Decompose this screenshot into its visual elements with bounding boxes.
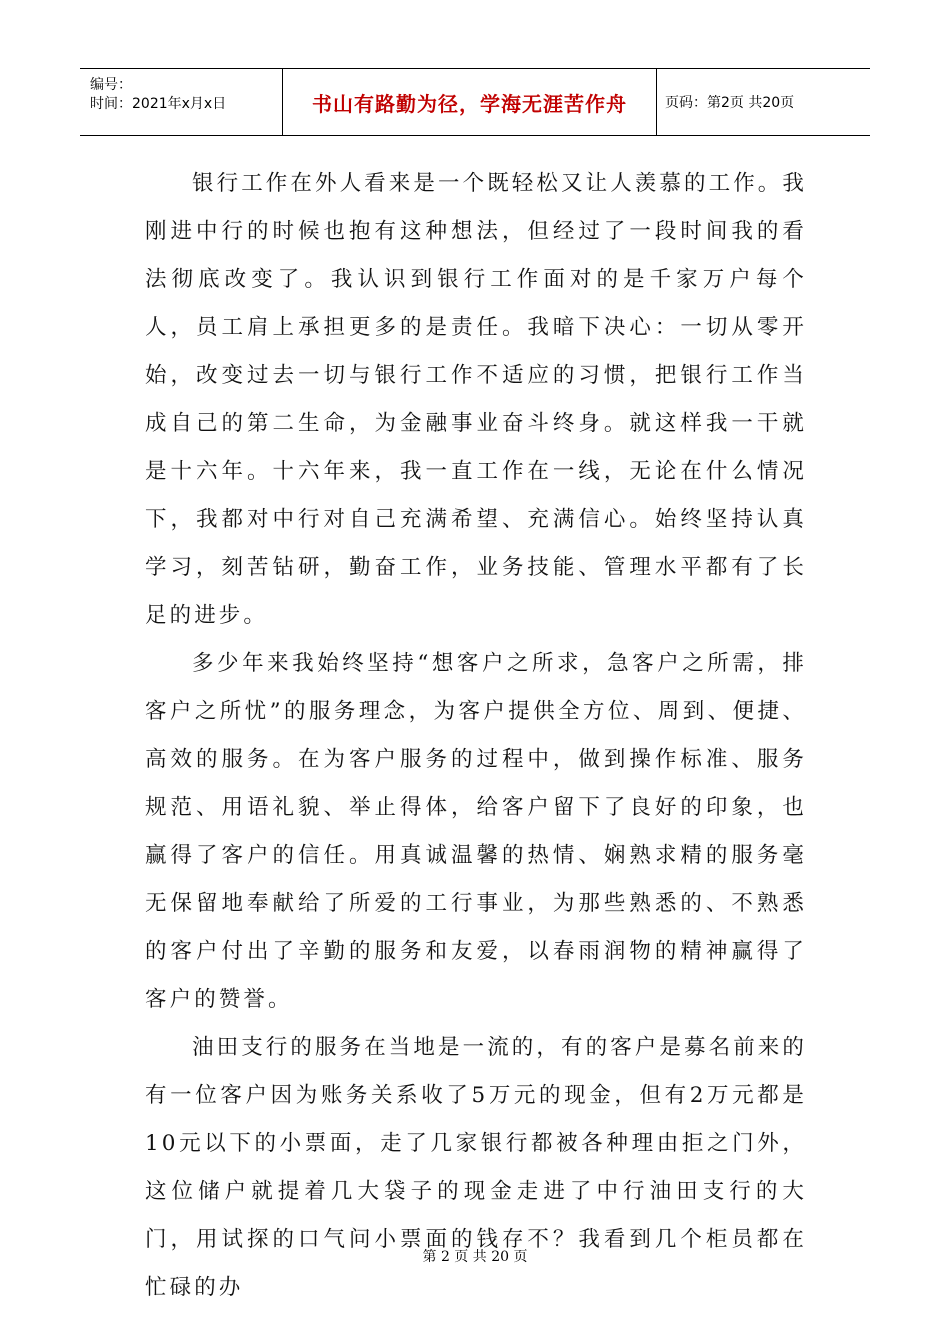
header-page-info: 页码：第2页 共20页 xyxy=(665,95,795,111)
page-header xyxy=(80,68,870,136)
header-meta xyxy=(90,76,226,114)
body-paragraph: 银行工作在外人看来是一个既轻松又让人羡慕的工作。我刚进中行的时候也抱有这种想法，但经过了一段时间我的看法彻底改变了。我认识到银行工作面对的是千家万户每个人，员工肩上承担更多的是责任。我暗下决心：一切从零开始，改变过去一切与银行工作不适应的习惯，把银行工作当成自己的第二生命，为金融事业奋斗终身。就这样我一干就是十六年。十六年来，我一直工作在一线，无论在什么情况下，我都对中行对自己充满希望、充满信心。始终坚持认真学习，刻苦钻研，勤奋工作，业务技能、管理水平都有了长足的进步。 xyxy=(145,171,808,628)
header-motto: 书山有路勤为径，学海无涯苦作舟 xyxy=(312,91,627,116)
document-body xyxy=(145,160,807,1312)
header-divider-right xyxy=(656,68,657,136)
page-footer: 第 2 页 共 20 页 xyxy=(422,1249,528,1265)
body-paragraph: 多少年来我始终坚持“想客户之所求，急客户之所需，排客户之所忧”的服务理念，为客户提供全方位、周到、便捷、高效的服务。在为客户服务的过程中，做到操作标准、服务规范、用语礼貌、举止得体，给客户留下了良好的印象，也赢得了客户的信任。用真诚温馨的热情、娴熟求精的服务毫无保留地奉献给了所爱的工行事业，为那些熟悉的、不熟悉的客户付出了辛勤的服务和友爱，以春雨润物的精神赢得了客户的赞誉。 xyxy=(145,651,807,1012)
document-number-label: 编号： xyxy=(90,77,132,93)
document-time-label: 时间：2021年x月x日 xyxy=(90,96,227,112)
body-paragraph: 油田支行的服务在当地是一流的，有的客户是募名前来的有一位客户因为账务关系收了5万元的现金，但有2万元都是10元以下的小票面，走了几家银行都被各种理由拒之门外，这位储户就提着几大袋子的现金走进了中行油田支行的大门，用试探的口气问小票面的钱存不？我看到几个柜员都在忙碌的办 xyxy=(145,1035,808,1300)
